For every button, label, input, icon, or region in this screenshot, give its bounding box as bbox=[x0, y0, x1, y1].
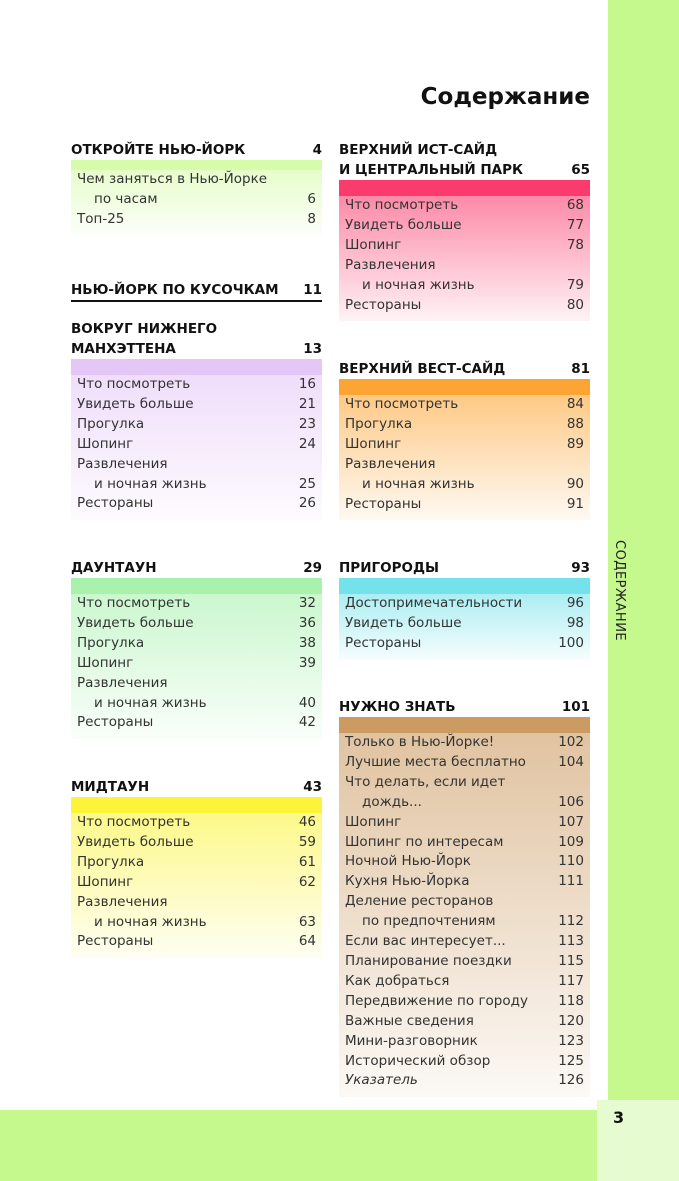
toc-item-label: Увидеть больше bbox=[345, 216, 462, 233]
toc-item[interactable] bbox=[345, 833, 584, 853]
toc-item[interactable] bbox=[345, 1032, 584, 1052]
toc-item[interactable] bbox=[345, 196, 584, 216]
toc-item-label: Увидеть больше bbox=[77, 395, 194, 412]
section-items bbox=[339, 733, 590, 1097]
toc-item-label: Развлечения bbox=[77, 893, 168, 910]
toc-item[interactable] bbox=[77, 395, 316, 415]
toc-item[interactable] bbox=[345, 276, 584, 296]
toc-item[interactable] bbox=[77, 913, 316, 933]
toc-item-label: Прогулка bbox=[345, 415, 413, 432]
toc-item[interactable] bbox=[345, 733, 584, 753]
toc-item-label: Шопинг по интересам bbox=[345, 833, 504, 850]
section-downtown bbox=[71, 558, 322, 739]
toc-item-label: Передвижение по городу bbox=[345, 992, 528, 1009]
section-page: 65 bbox=[571, 162, 590, 178]
toc-item-label: Прогулка bbox=[77, 415, 145, 432]
toc-item[interactable] bbox=[345, 1012, 584, 1032]
toc-item-label: и ночная жизнь bbox=[94, 913, 207, 930]
toc-item[interactable] bbox=[345, 813, 584, 833]
section-color-bar bbox=[339, 180, 590, 196]
toc-item-page: 84 bbox=[566, 396, 584, 412]
toc-item-label: Как добраться bbox=[345, 972, 450, 989]
toc-item-label: дождь... bbox=[362, 793, 422, 810]
toc-item-label: и ночная жизнь bbox=[94, 694, 207, 711]
toc-item-page: 100 bbox=[558, 634, 584, 651]
toc-item-label: Топ-25 bbox=[77, 210, 125, 227]
toc-item-page: 68 bbox=[566, 197, 584, 213]
toc-item-label: Шопинг bbox=[345, 813, 402, 830]
section-items bbox=[339, 196, 590, 321]
toc-item[interactable] bbox=[345, 753, 584, 773]
section-color-bar bbox=[71, 797, 322, 813]
section-title[interactable]: ПРИГОРОДЫ bbox=[339, 560, 439, 576]
toc-item[interactable] bbox=[345, 952, 584, 972]
section-page: 81 bbox=[571, 361, 590, 377]
toc-item-label: Шопинг bbox=[345, 236, 402, 253]
section-title[interactable]: НЬЮ-ЙОРК ПО КУСОЧКАМ bbox=[71, 282, 279, 298]
toc-item[interactable] bbox=[77, 614, 316, 634]
toc-item-page: 62 bbox=[298, 873, 316, 890]
toc-item-label: Указатель bbox=[345, 1072, 418, 1089]
section-header bbox=[339, 697, 590, 717]
toc-item[interactable] bbox=[345, 972, 584, 992]
toc-item[interactable] bbox=[345, 415, 584, 435]
section-title[interactable]: ВЕРХНИЙ ИСТ-САЙД И ЦЕНТРАЛЬНЫЙ ПАРК bbox=[339, 142, 524, 178]
toc-item-page: 61 bbox=[298, 853, 316, 870]
section-page: 43 bbox=[303, 779, 322, 795]
toc-item[interactable] bbox=[77, 190, 316, 210]
bottom-strip bbox=[0, 1110, 597, 1181]
toc-item-page: 25 bbox=[298, 475, 316, 492]
toc-item[interactable] bbox=[77, 210, 316, 230]
section-items bbox=[339, 594, 590, 660]
toc-item[interactable] bbox=[77, 415, 316, 435]
toc-item[interactable] bbox=[345, 475, 584, 495]
page-number: 3 bbox=[613, 1108, 625, 1127]
toc-item-page: 6 bbox=[307, 190, 316, 207]
section-page: 29 bbox=[303, 560, 322, 576]
toc-item-label: Достопримечательности bbox=[345, 595, 523, 611]
toc-item[interactable] bbox=[77, 475, 316, 495]
toc-item-page: 59 bbox=[298, 833, 316, 850]
toc-item-label: Развлечения bbox=[345, 256, 436, 273]
section-page: 93 bbox=[571, 560, 590, 576]
toc-item[interactable] bbox=[345, 594, 584, 614]
toc-item-label: Рестораны bbox=[77, 495, 154, 512]
toc-item-label: Если вас интересует... bbox=[345, 933, 506, 950]
toc-item-page: 64 bbox=[298, 933, 316, 950]
section-color-bar bbox=[71, 359, 322, 375]
toc-item[interactable] bbox=[345, 892, 584, 912]
toc-item-label: Увидеть больше bbox=[77, 614, 194, 631]
section-upper-west bbox=[339, 359, 590, 520]
side-label: СОДЕРЖАНИЕ bbox=[612, 540, 627, 642]
toc-item-page: 111 bbox=[558, 873, 584, 890]
toc-item-label: и ночная жизнь bbox=[362, 475, 475, 492]
toc-item[interactable] bbox=[345, 455, 584, 475]
section-header bbox=[71, 558, 322, 578]
toc-item-label: Чем заняться в Нью-Йорке bbox=[77, 171, 268, 187]
toc-item-label: Рестораны bbox=[77, 714, 154, 731]
toc-item-label: Исторический обзор bbox=[345, 1052, 491, 1069]
toc-item-page: 115 bbox=[558, 952, 584, 969]
toc-item-page: 46 bbox=[298, 814, 316, 830]
toc-item-label: Увидеть больше bbox=[345, 614, 462, 631]
section-lower-manhattan bbox=[71, 319, 322, 520]
toc-item-page: 89 bbox=[566, 435, 584, 452]
toc-item-label: Что посмотреть bbox=[77, 376, 191, 392]
section-items bbox=[71, 170, 322, 236]
section-color-bar bbox=[339, 717, 590, 733]
toc-item-page: 63 bbox=[298, 913, 316, 930]
section-title[interactable]: ДАУНТАУН bbox=[71, 560, 157, 576]
section-color-bar bbox=[339, 379, 590, 395]
page-title: Содержание bbox=[420, 84, 590, 110]
section-color-bar bbox=[71, 160, 322, 170]
toc-item-label: и ночная жизнь bbox=[362, 276, 475, 293]
toc-item[interactable] bbox=[345, 634, 584, 654]
toc-item-page: 118 bbox=[558, 992, 584, 1009]
toc-item-page: 39 bbox=[298, 654, 316, 671]
toc-item-label: Планирование поездки bbox=[345, 952, 512, 969]
toc-item-page: 102 bbox=[558, 734, 584, 750]
section-title[interactable]: ВЕРХНИЙ ВЕСТ-САЙД bbox=[339, 361, 506, 377]
toc-item[interactable] bbox=[345, 614, 584, 634]
toc-item[interactable] bbox=[345, 495, 584, 515]
toc-item-page: 21 bbox=[298, 395, 316, 412]
toc-item-page: 106 bbox=[558, 793, 584, 810]
section-header bbox=[339, 359, 590, 379]
toc-item-page: 90 bbox=[566, 475, 584, 492]
toc-item[interactable] bbox=[345, 256, 584, 276]
toc-item-label: Рестораны bbox=[345, 495, 422, 512]
toc-item[interactable] bbox=[77, 634, 316, 654]
toc-item-page: 78 bbox=[566, 236, 584, 253]
toc-item-label: по предпочтениям bbox=[362, 913, 496, 930]
toc-item-page: 109 bbox=[558, 833, 584, 850]
section-page: 13 bbox=[303, 341, 322, 357]
section-header bbox=[71, 777, 322, 797]
section-ny-pieces bbox=[71, 280, 322, 302]
toc-item-label: Развлечения bbox=[345, 455, 436, 472]
section-header bbox=[71, 319, 322, 359]
section-color-bar bbox=[71, 578, 322, 594]
page-number-box bbox=[597, 1100, 679, 1181]
toc-item-label: Деление ресторанов bbox=[345, 893, 494, 910]
toc-item[interactable] bbox=[345, 852, 584, 872]
section-items bbox=[71, 813, 322, 958]
toc-item[interactable] bbox=[77, 435, 316, 455]
toc-item-label: Только в Нью-Йорке! bbox=[345, 734, 495, 750]
toc-item-page: 16 bbox=[298, 376, 316, 392]
section-items bbox=[339, 395, 590, 520]
toc-item-page: 110 bbox=[558, 853, 584, 870]
toc-item[interactable] bbox=[77, 170, 316, 190]
toc-item[interactable] bbox=[77, 893, 316, 913]
toc-item-label: Увидеть больше bbox=[77, 833, 194, 850]
toc-item-label: и ночная жизнь bbox=[94, 475, 207, 492]
toc-item-label: Лучшие места бесплатно bbox=[345, 753, 526, 770]
section-header bbox=[339, 558, 590, 578]
toc-item-page: 120 bbox=[558, 1012, 584, 1029]
section-page: 4 bbox=[312, 142, 322, 158]
toc-item[interactable] bbox=[345, 793, 584, 813]
toc-item-page: 126 bbox=[558, 1072, 584, 1089]
toc-item-label: Что посмотреть bbox=[77, 595, 191, 611]
section-color-bar bbox=[339, 578, 590, 594]
toc-item-page: 32 bbox=[298, 595, 316, 611]
toc-item-page: 42 bbox=[298, 714, 316, 731]
toc-item[interactable] bbox=[345, 872, 584, 892]
toc-item-label: Что посмотреть bbox=[345, 396, 459, 412]
toc-item-label: Важные сведения bbox=[345, 1012, 474, 1029]
toc-item-label: Рестораны bbox=[345, 296, 422, 313]
toc-item-label: Прогулка bbox=[77, 853, 145, 870]
toc-item[interactable] bbox=[77, 674, 316, 694]
toc-item-page: 96 bbox=[566, 595, 584, 611]
toc-item-label: Что делать, если идет bbox=[345, 773, 506, 790]
section-upper-east bbox=[339, 140, 590, 321]
toc-item[interactable] bbox=[77, 594, 316, 614]
section-suburbs bbox=[339, 558, 590, 660]
section-need-to-know bbox=[339, 697, 590, 1097]
toc-item-label: Развлечения bbox=[77, 674, 168, 691]
toc-item-page: 36 bbox=[298, 614, 316, 631]
toc-item[interactable] bbox=[345, 216, 584, 236]
toc-item-label: Ночной Нью-Йорк bbox=[345, 853, 471, 870]
toc-item-label: Что посмотреть bbox=[77, 814, 191, 830]
toc-item-page: 79 bbox=[566, 276, 584, 293]
toc-item-page: 98 bbox=[566, 614, 584, 631]
toc-item[interactable] bbox=[345, 932, 584, 952]
toc-item-label: Мини-разговорник bbox=[345, 1032, 478, 1049]
toc-item-label: Развлечения bbox=[77, 455, 168, 472]
toc-item-page: 107 bbox=[558, 813, 584, 830]
toc-item-label: Шопинг bbox=[77, 654, 134, 671]
toc-item[interactable] bbox=[345, 912, 584, 932]
toc-item-page: 125 bbox=[558, 1052, 584, 1069]
toc-item[interactable] bbox=[77, 694, 316, 714]
toc-item[interactable] bbox=[77, 833, 316, 853]
toc-item[interactable] bbox=[77, 813, 316, 833]
toc-item-label: Кухня Нью-Йорка bbox=[345, 873, 470, 890]
toc-item-page: 104 bbox=[558, 753, 584, 770]
toc-item[interactable] bbox=[345, 236, 584, 256]
toc-item-page: 8 bbox=[307, 210, 316, 227]
toc-item-page: 80 bbox=[566, 296, 584, 313]
toc-item[interactable] bbox=[345, 1052, 584, 1072]
toc-item-page: 26 bbox=[298, 495, 316, 512]
toc-item-page: 113 bbox=[558, 933, 584, 950]
section-page: 11 bbox=[303, 282, 322, 298]
toc-item[interactable] bbox=[345, 773, 584, 793]
toc-item-page: 91 bbox=[566, 495, 584, 512]
toc-item-page: 24 bbox=[298, 435, 316, 452]
toc-item[interactable] bbox=[77, 375, 316, 395]
toc-item[interactable] bbox=[345, 296, 584, 316]
section-page: 101 bbox=[561, 699, 590, 715]
section-midtown bbox=[71, 777, 322, 958]
toc-item-page: 117 bbox=[558, 972, 584, 989]
toc-item[interactable] bbox=[77, 873, 316, 893]
toc-item[interactable] bbox=[345, 395, 584, 415]
toc-item-label: Шопинг bbox=[345, 435, 402, 452]
toc-item[interactable] bbox=[77, 455, 316, 475]
toc-item-label: Что посмотреть bbox=[345, 197, 459, 213]
toc-item-label: Рестораны bbox=[345, 634, 422, 651]
toc-item[interactable] bbox=[345, 1071, 584, 1091]
section-title[interactable]: НУЖНО ЗНАТЬ bbox=[339, 699, 456, 715]
toc-item[interactable] bbox=[345, 435, 584, 455]
toc-item-label: Прогулка bbox=[77, 634, 145, 651]
toc-item[interactable] bbox=[77, 654, 316, 674]
toc-item-page: 40 bbox=[298, 694, 316, 711]
toc-item-page: 38 bbox=[298, 634, 316, 651]
section-title[interactable]: ОТКРОЙТЕ НЬЮ-ЙОРК bbox=[71, 142, 246, 158]
toc-item[interactable] bbox=[77, 494, 316, 514]
section-open-ny bbox=[71, 140, 322, 236]
toc-item-label: по часам bbox=[94, 190, 158, 207]
section-items bbox=[71, 594, 322, 739]
toc-item-page: 88 bbox=[566, 415, 584, 432]
toc-item-page: 123 bbox=[558, 1032, 584, 1049]
section-header bbox=[71, 140, 322, 160]
section-title[interactable]: МИДТАУН bbox=[71, 779, 150, 795]
toc-item[interactable] bbox=[345, 992, 584, 1012]
section-header bbox=[71, 280, 322, 302]
section-header bbox=[339, 140, 590, 180]
toc-item-label: Шопинг bbox=[77, 873, 134, 890]
toc-item-page: 77 bbox=[566, 216, 584, 233]
toc-item[interactable] bbox=[77, 853, 316, 873]
toc-item-page: 23 bbox=[298, 415, 316, 432]
toc-item[interactable] bbox=[77, 932, 316, 952]
section-title[interactable]: ВОКРУГ НИЖНЕГО МАНХЭТТЕНА bbox=[71, 321, 218, 357]
section-items bbox=[71, 375, 322, 520]
toc-item-label: Шопинг bbox=[77, 435, 134, 452]
toc-item-label: Рестораны bbox=[77, 933, 154, 950]
toc-item-page: 112 bbox=[558, 913, 584, 930]
toc-item[interactable] bbox=[77, 713, 316, 733]
